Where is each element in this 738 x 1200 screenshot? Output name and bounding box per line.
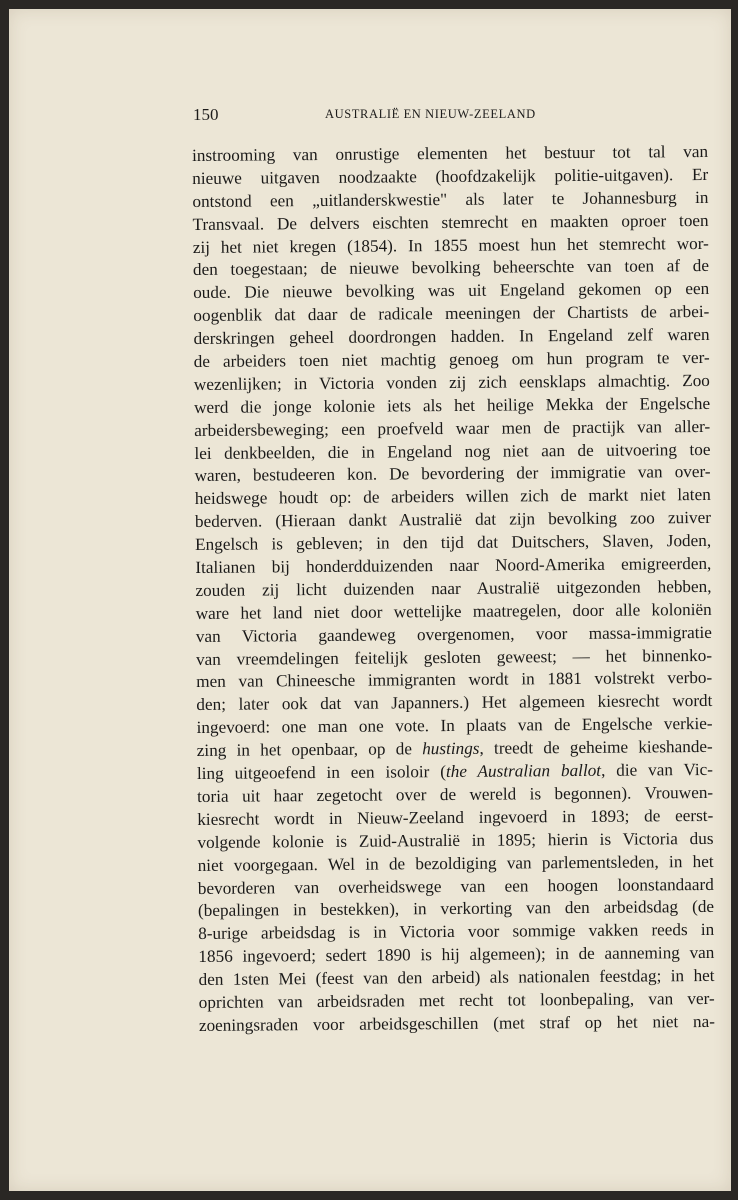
text-line: Italianen bij honderdduizenden naar Noord-Amerika emigreerden, <box>195 553 712 578</box>
text-line: bederven. (Hieraan dankt Australië dat zijn bevolking zoo zuiver <box>194 508 712 532</box>
text-line: zij het niet kregen (1854). In 1855 moest hun het stemrecht wor- <box>192 233 709 257</box>
text-line: de arbeiders toen niet machtig genoeg om hun program te ver- <box>193 347 710 372</box>
text-line: nieuwe uitgaven noodzaakte (hoofdzakelijk politie-uitgaven). Er <box>192 164 709 188</box>
text-line: men van Chineesche immigranten wordt in 1881 volstrekt verbo- <box>196 668 713 692</box>
text-line: den 1sten Mei (feest van den arbeid) als nationalen feestdag; in het <box>198 965 715 990</box>
text-line: oprichten van arbeidsraden met recht tot loonbepaling, van ver- <box>198 988 715 1012</box>
text-line: zoeningsraden voor arbeidsgeschillen (met straf op het niet na- <box>198 1011 715 1035</box>
text-line: den toegestaan; de nieuwe bevolking beheerschte van toen af de <box>192 256 710 280</box>
text-line: Engelsch is gebleven; in den tijd dat Duitschers, Slaven, Joden, <box>195 531 712 555</box>
book-page <box>9 9 731 1191</box>
text-run: , die van Vic- <box>600 759 714 780</box>
text-run: ling uitgeoefend in een isoloir ( <box>196 762 447 784</box>
page-number: 150 <box>193 105 219 124</box>
text-line: kiesrecht wordt in Nieuw-Zeeland ingevoerd in 1893; de eerst- <box>197 805 714 829</box>
text-line: werd die jonge kolonie iets als het heilige Mekka der Engelsche <box>193 393 711 417</box>
text-line: (bepalingen in bestekken), in verkorting van den arbeidsdag (de <box>197 897 715 921</box>
text-line: bevorderen van overheidswege van een hoogen loonstandaard <box>197 874 714 898</box>
text-line: zouden zij licht duizenden naar Australië uitgezonden hebben, <box>195 576 712 600</box>
text-line: ware het land niet door wettelijke maatregelen, door alle koloniën <box>195 599 712 623</box>
text-line: heidswege houdt op: de arbeiders willen zich de markt niet laten <box>194 485 711 509</box>
text-line: instrooming van onrustige elementen het bestuur tot tal van <box>192 141 709 165</box>
text-line: van Victoria gaandeweg overgenomen, voor massa-immigratie <box>195 622 712 646</box>
italic-term-hustings: hustings <box>422 738 480 759</box>
text-line: Transvaal. De delvers eischten stemrecht en maakten oproer toen <box>192 210 709 234</box>
text-line: volgende kolonie is Zuid-Australië in 1895; hierin is Victoria dus <box>197 828 714 852</box>
text-line: 8-urige arbeidsdag is in Victoria voor sommige vakken reeds in <box>198 920 715 944</box>
text-line: van vreemdelingen feitelijk gesloten geweest; — het binnenko- <box>195 645 713 669</box>
text-line: 1856 ingevoerd; sedert 1890 is hij algemeen); in de aanneming van <box>198 943 715 967</box>
text-line: den; later ook dat van Japanners.) Het algemeen kiesrecht wordt <box>196 691 713 715</box>
text-line: waren, bestudeeren kon. De bevordering der immigratie van over- <box>194 462 711 486</box>
text-run: zing in het openbaar, op de <box>196 739 423 761</box>
text-line: toria uit haar zegetocht over de wereld is begonnen). Vrouwen- <box>197 782 714 806</box>
page-header <box>193 99 711 129</box>
text-line: ingevoerd: one man one vote. In plaats van de Engelsche verkie- <box>196 714 713 738</box>
text-line: wezenlijken; in Victoria vonden zij zich eensklaps almachtig. Zoo <box>193 370 710 394</box>
text-line: ontstond een „uitlanderskwestie" als later te Johannesburg in <box>192 187 709 211</box>
italic-term-australian-ballot: the Australian ballot <box>445 760 602 782</box>
running-head: AUSTRALIË EN NIEUW-ZEELAND <box>325 107 536 121</box>
body-text <box>192 141 715 1038</box>
text-line: derskringen geheel doordrongen hadden. In Engeland zelf waren <box>193 325 710 349</box>
text-line: oogenblik dat daar de radicale meeningen der Chartists de arbei- <box>193 302 710 326</box>
text-run: , treedt de geheime kieshande- <box>479 737 713 758</box>
text-line: lei denkbeelden, die in Engeland nog niet aan de uitvoering toe <box>194 439 711 463</box>
text-line: arbeidersbeweging; een proefveld waar men de practijk van aller- <box>194 416 711 440</box>
text-line: niet voorgegaan. Wel in de bezoldiging van parlementsleden, in het <box>197 851 714 875</box>
text-line: oude. Die nieuwe bevolking was uit Engeland gekomen op een <box>193 279 710 303</box>
